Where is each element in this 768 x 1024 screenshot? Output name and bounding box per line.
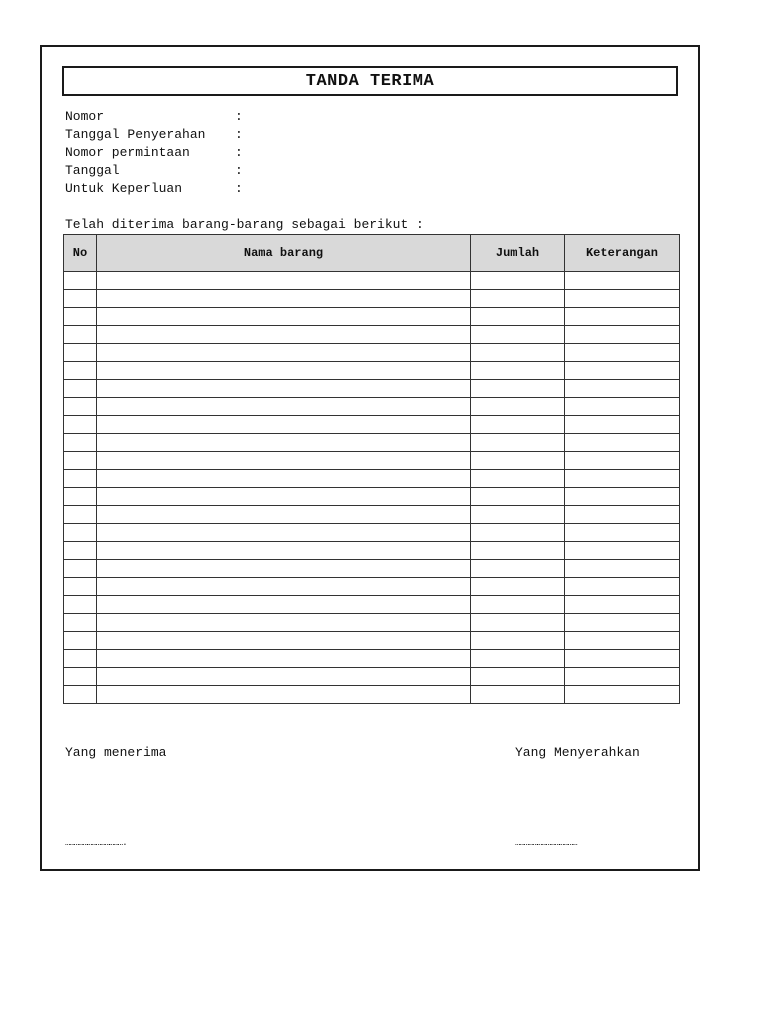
cell-jumlah[interactable]: [471, 290, 565, 308]
table-row: [64, 596, 680, 614]
cell-jumlah[interactable]: [471, 416, 565, 434]
cell-no[interactable]: [64, 542, 97, 560]
cell-no[interactable]: [64, 434, 97, 452]
cell-keterangan[interactable]: [565, 650, 680, 668]
cell-no[interactable]: [64, 596, 97, 614]
cell-no[interactable]: [64, 362, 97, 380]
table-body: [64, 272, 680, 704]
field-tanggal: [65, 162, 245, 180]
cell-jumlah[interactable]: [471, 272, 565, 290]
table-row: [64, 650, 680, 668]
cell-nama-barang[interactable]: [97, 380, 471, 398]
cell-nama-barang[interactable]: [97, 614, 471, 632]
cell-no[interactable]: [64, 416, 97, 434]
table-row: [64, 524, 680, 542]
cell-nama-barang[interactable]: [97, 326, 471, 344]
cell-nama-barang[interactable]: [97, 488, 471, 506]
signature-receiver-label: Yang menerima: [65, 745, 167, 760]
cell-no[interactable]: [64, 560, 97, 578]
signature-receiver-line: ………………………………….: [65, 838, 127, 848]
cell-jumlah[interactable]: [471, 542, 565, 560]
cell-no[interactable]: [64, 290, 97, 308]
cell-keterangan[interactable]: [565, 380, 680, 398]
cell-jumlah[interactable]: [471, 668, 565, 686]
items-table: [63, 234, 680, 704]
cell-jumlah[interactable]: [471, 578, 565, 596]
cell-keterangan[interactable]: [565, 362, 680, 380]
cell-jumlah[interactable]: [471, 308, 565, 326]
cell-nama-barang[interactable]: [97, 524, 471, 542]
table-row: [64, 542, 680, 560]
cell-no[interactable]: [64, 668, 97, 686]
cell-no[interactable]: [64, 452, 97, 470]
cell-nama-barang[interactable]: [97, 362, 471, 380]
table-row: [64, 416, 680, 434]
cell-keterangan[interactable]: [565, 326, 680, 344]
cell-jumlah[interactable]: [471, 650, 565, 668]
cell-nama-barang[interactable]: [97, 668, 471, 686]
field-colon: :: [235, 181, 243, 196]
cell-jumlah[interactable]: [471, 380, 565, 398]
signature-giver-label: Yang Menyerahkan: [515, 745, 640, 760]
cell-no[interactable]: [64, 398, 97, 416]
cell-jumlah[interactable]: [471, 398, 565, 416]
cell-nama-barang[interactable]: [97, 506, 471, 524]
cell-keterangan[interactable]: [565, 524, 680, 542]
field-colon: :: [235, 163, 243, 178]
cell-nama-barang[interactable]: [97, 542, 471, 560]
field-nomor-permintaan: [65, 144, 245, 162]
cell-keterangan[interactable]: [565, 416, 680, 434]
cell-no[interactable]: [64, 578, 97, 596]
field-label: Nomor permintaan: [65, 145, 190, 160]
cell-nama-barang[interactable]: [97, 578, 471, 596]
field-label: Untuk Keperluan: [65, 181, 183, 196]
cell-jumlah[interactable]: [471, 632, 565, 650]
table-row: [64, 686, 680, 704]
table-row: [64, 506, 680, 524]
cell-jumlah[interactable]: [471, 470, 565, 488]
cell-keterangan[interactable]: [565, 542, 680, 560]
cell-jumlah[interactable]: [471, 434, 565, 452]
table-row: [64, 290, 680, 308]
cell-no[interactable]: [64, 380, 97, 398]
cell-keterangan[interactable]: [565, 290, 680, 308]
cell-no[interactable]: [64, 686, 97, 704]
field-label: Nomor: [65, 109, 105, 124]
cell-no[interactable]: [64, 326, 97, 344]
cell-nama-barang[interactable]: [97, 344, 471, 362]
table-header-row: [64, 235, 680, 272]
field-colon: :: [235, 127, 243, 142]
cell-keterangan[interactable]: [565, 596, 680, 614]
intro-text: Telah diterima barang-barang sebagai berikut :: [65, 217, 424, 232]
cell-keterangan[interactable]: [565, 398, 680, 416]
table-row: [64, 488, 680, 506]
cell-keterangan[interactable]: [565, 506, 680, 524]
cell-no[interactable]: [64, 344, 97, 362]
cell-nama-barang[interactable]: [97, 290, 471, 308]
cell-nama-barang[interactable]: [97, 308, 471, 326]
cell-jumlah[interactable]: [471, 506, 565, 524]
table-row: [64, 344, 680, 362]
cell-keterangan[interactable]: [565, 578, 680, 596]
cell-no[interactable]: [64, 524, 97, 542]
field-nomor: [65, 108, 245, 126]
table-row: [64, 326, 680, 344]
cell-jumlah[interactable]: [471, 326, 565, 344]
signature-giver-line: ……………………………………: [515, 838, 577, 848]
header-no: No: [64, 235, 97, 272]
table-row: [64, 398, 680, 416]
cell-nama-barang[interactable]: [97, 452, 471, 470]
cell-keterangan[interactable]: [565, 668, 680, 686]
header-jumlah: Jumlah: [471, 235, 565, 272]
cell-no[interactable]: [64, 470, 97, 488]
table-row: [64, 632, 680, 650]
cell-no[interactable]: [64, 506, 97, 524]
cell-jumlah[interactable]: [471, 452, 565, 470]
table-row: [64, 578, 680, 596]
cell-keterangan[interactable]: [565, 434, 680, 452]
cell-keterangan[interactable]: [565, 488, 680, 506]
header-fields: [65, 108, 245, 198]
cell-jumlah[interactable]: [471, 686, 565, 704]
field-label: Tanggal: [65, 163, 120, 178]
field-label: Tanggal Penyerahan: [65, 127, 206, 142]
title-text: TANDA TERIMA: [305, 71, 435, 91]
cell-nama-barang[interactable]: [97, 560, 471, 578]
field-colon: :: [235, 109, 243, 124]
document-title: [62, 66, 678, 96]
cell-no[interactable]: [64, 650, 97, 668]
cell-no[interactable]: [64, 632, 97, 650]
cell-nama-barang[interactable]: [97, 416, 471, 434]
cell-jumlah[interactable]: [471, 596, 565, 614]
cell-no[interactable]: [64, 614, 97, 632]
cell-nama-barang[interactable]: [97, 470, 471, 488]
table-row: [64, 614, 680, 632]
header-keterangan: Keterangan: [565, 235, 680, 272]
cell-keterangan[interactable]: [565, 344, 680, 362]
cell-keterangan[interactable]: [565, 308, 680, 326]
cell-jumlah[interactable]: [471, 560, 565, 578]
cell-no[interactable]: [64, 272, 97, 290]
cell-keterangan[interactable]: [565, 560, 680, 578]
cell-keterangan[interactable]: [565, 614, 680, 632]
cell-keterangan[interactable]: [565, 272, 680, 290]
table-row: [64, 362, 680, 380]
cell-nama-barang[interactable]: [97, 596, 471, 614]
cell-jumlah[interactable]: [471, 344, 565, 362]
field-tanggal-penyerahan: [65, 126, 245, 144]
table-row: [64, 668, 680, 686]
cell-no[interactable]: [64, 308, 97, 326]
cell-keterangan[interactable]: [565, 632, 680, 650]
cell-keterangan[interactable]: [565, 452, 680, 470]
cell-nama-barang[interactable]: [97, 434, 471, 452]
cell-keterangan[interactable]: [565, 470, 680, 488]
cell-jumlah[interactable]: [471, 524, 565, 542]
cell-nama-barang[interactable]: [97, 272, 471, 290]
header-nama-barang: Nama barang: [97, 235, 471, 272]
cell-no[interactable]: [64, 488, 97, 506]
table-row: [64, 308, 680, 326]
cell-jumlah[interactable]: [471, 614, 565, 632]
table-row: [64, 380, 680, 398]
cell-keterangan[interactable]: [565, 686, 680, 704]
cell-jumlah[interactable]: [471, 362, 565, 380]
table-row: [64, 434, 680, 452]
cell-nama-barang[interactable]: [97, 632, 471, 650]
cell-nama-barang[interactable]: [97, 686, 471, 704]
cell-nama-barang[interactable]: [97, 650, 471, 668]
table-row: [64, 272, 680, 290]
table-row: [64, 560, 680, 578]
cell-jumlah[interactable]: [471, 488, 565, 506]
table-row: [64, 452, 680, 470]
cell-nama-barang[interactable]: [97, 398, 471, 416]
table-row: [64, 470, 680, 488]
field-colon: :: [235, 145, 243, 160]
field-untuk-keperluan: [65, 180, 245, 198]
